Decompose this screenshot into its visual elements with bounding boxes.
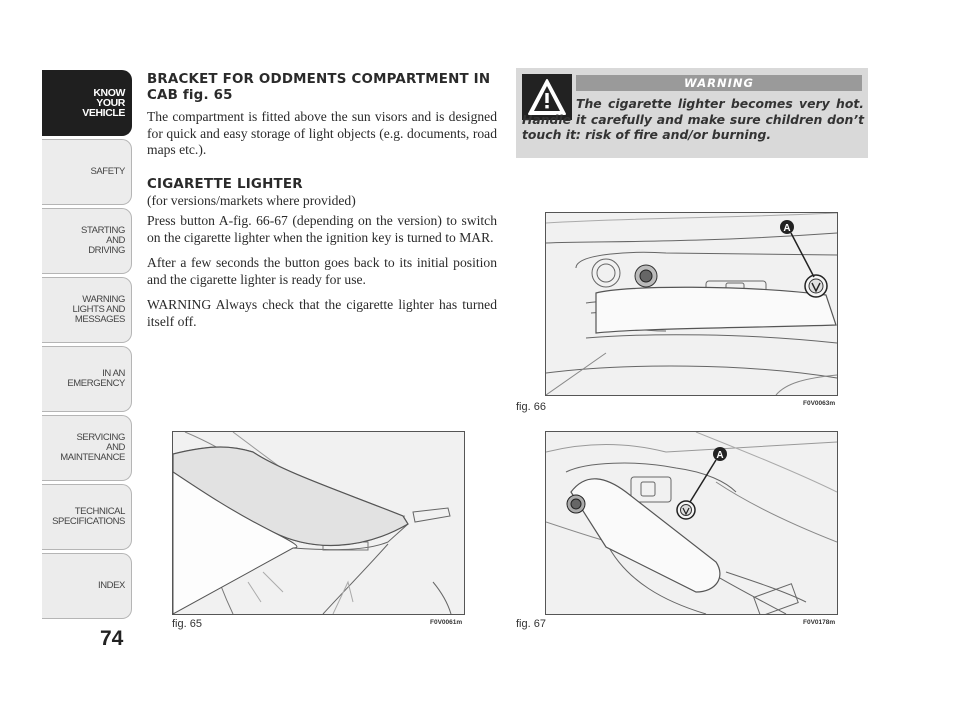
tab-know-your-vehicle[interactable]: KNOW YOUR VEHICLE xyxy=(42,70,132,136)
text-column xyxy=(147,72,497,339)
tab-index[interactable]: INDEX xyxy=(42,553,132,619)
figure-67-image xyxy=(545,431,838,615)
figure-67-code: F0V0178m xyxy=(803,619,836,626)
tab-warning-lights[interactable]: WARNING LIGHTS AND MESSAGES xyxy=(42,277,132,343)
paragraph-bracket: The compartment is fitted above the sun visors and is designed for quick and easy storage of light objects (e.g. documents, road maps etc.). xyxy=(147,109,497,157)
warning-title: WARNING xyxy=(576,75,862,91)
paragraph-warning-check: WARNING Always check that the cigarette lighter has turned itself off. xyxy=(147,297,497,329)
figure-67-marker: A xyxy=(716,450,724,461)
figure-66-caption: fig. 66 xyxy=(516,401,546,413)
figure-66-code: F0V0063m xyxy=(803,400,836,407)
tab-servicing[interactable]: SERVICING AND MAINTENANCE xyxy=(42,415,132,481)
tab-starting-and-driving[interactable]: STARTING AND DRIVING xyxy=(42,208,132,274)
figure-65-code: F0V0061m xyxy=(430,619,463,626)
figure-66-marker: A xyxy=(783,223,791,234)
section-subheading: (for versions/markets where provided) xyxy=(147,192,356,208)
figure-66-image xyxy=(545,212,838,396)
paragraph-after-seconds: After a few seconds the button goes back to its initial position and the cigarette lighter is ready for use. xyxy=(147,255,497,287)
tab-in-an-emergency[interactable]: IN AN EMERGENCY xyxy=(42,346,132,412)
section-heading-cigarette-lighter: CIGARETTE LIGHTER xyxy=(147,176,303,192)
warning-box xyxy=(516,68,868,158)
figure-65-caption: fig. 65 xyxy=(172,618,202,630)
paragraph-press-button: Press button A-fig. 66-67 (depending on the version) to switch on the cigarette lighter when the ignition key is turned to MAR. xyxy=(147,213,497,245)
warning-text: The cigarette lighter becomes very hot. Handle it carefully and make sure children don’t touch it: risk of fire and/or burning. xyxy=(522,96,864,142)
section-heading-bracket: BRACKET FOR ODDMENTS COMPARTMENT IN CAB fig. 65 xyxy=(147,72,491,103)
tab-safety[interactable]: SAFETY xyxy=(42,139,132,205)
page-number: 74 xyxy=(100,627,124,650)
tab-technical-specifications[interactable]: TECHNICAL SPECIFICATIONS xyxy=(42,484,132,550)
figure-65-image xyxy=(172,431,465,615)
figure-67-caption: fig. 67 xyxy=(516,618,546,630)
